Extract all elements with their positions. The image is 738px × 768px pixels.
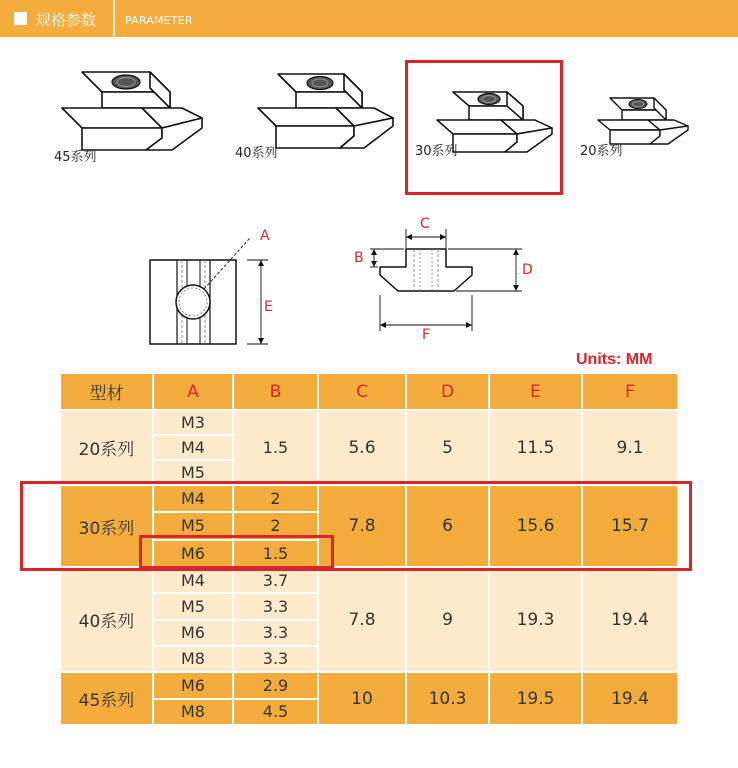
- label-b: B: [354, 250, 364, 266]
- label-d: D: [522, 262, 533, 278]
- c-value-cell: 5.6: [319, 411, 405, 484]
- top-view-drawing: [140, 228, 280, 348]
- table-header-0: 型材: [61, 374, 152, 409]
- product-label-45: 45系列: [54, 150, 97, 165]
- b-value-cell: 3.3: [234, 594, 317, 618]
- product-45: [54, 66, 202, 166]
- series-cell: 40系列: [61, 568, 152, 671]
- b-value-cell: 2: [234, 513, 317, 538]
- side-view-drawing: [350, 215, 540, 345]
- f-value-cell: 19.4: [583, 673, 677, 724]
- square-icon: [14, 12, 27, 25]
- d-value-cell: 9: [407, 568, 488, 671]
- product-label-20: 20系列: [580, 144, 623, 159]
- d-value-cell: 5: [407, 411, 488, 484]
- b-value-cell: 2.9: [234, 673, 317, 698]
- table-header-3: C: [319, 374, 405, 409]
- series-cell: 20系列: [61, 411, 152, 484]
- b-value-cell: 3.3: [234, 621, 317, 645]
- c-value-cell: 7.8: [319, 568, 405, 671]
- tnut-40-icon: [258, 70, 393, 165]
- thread-cell: M4: [154, 568, 232, 592]
- units-label: Units: MM: [576, 351, 653, 368]
- label-c: C: [420, 216, 430, 232]
- c-value-cell: 7.8: [319, 486, 405, 566]
- thread-cell: M5: [154, 461, 232, 484]
- label-a: A: [260, 228, 270, 244]
- thread-cell: M5: [154, 513, 232, 538]
- top-view-diagram: [140, 228, 280, 348]
- label-e: E: [264, 299, 273, 315]
- thread-cell: M8: [154, 700, 232, 725]
- thread-cell: M6: [154, 541, 232, 566]
- c-value-cell: 10: [319, 673, 405, 724]
- thread-cell: M4: [154, 486, 232, 511]
- header-divider: [113, 0, 115, 37]
- b-value-cell: 3.7: [234, 568, 317, 592]
- b-value-cell: 2: [234, 486, 317, 511]
- thread-cell: M3: [154, 411, 232, 434]
- page-subtitle: PARAMETER: [125, 14, 193, 27]
- b-value-cell: 1.5: [234, 411, 317, 484]
- e-value-cell: 19.3: [490, 568, 581, 671]
- label-f: F: [422, 327, 431, 343]
- b-value-cell: 1.5: [234, 541, 317, 566]
- e-value-cell: 15.6: [490, 486, 581, 566]
- product-40: [235, 70, 393, 165]
- header-bar: [0, 0, 738, 37]
- e-value-cell: 19.5: [490, 673, 581, 724]
- product-label-30: 30系列: [415, 144, 458, 159]
- e-value-cell: 11.5: [490, 411, 581, 484]
- page-title: 规格参数: [36, 11, 97, 29]
- d-value-cell: 10.3: [407, 673, 488, 724]
- product-label-40: 40系列: [235, 146, 278, 161]
- b-value-cell: 3.3: [234, 647, 317, 671]
- d-value-cell: 6: [407, 486, 488, 566]
- thread-cell: M5: [154, 594, 232, 618]
- thread-cell: M8: [154, 647, 232, 671]
- table-header-5: E: [490, 374, 581, 409]
- f-value-cell: 19.4: [583, 568, 677, 671]
- spec-table: [60, 373, 678, 722]
- b-value-cell: 4.5: [234, 700, 317, 725]
- table-header-1: A: [154, 374, 232, 409]
- table-header-2: B: [234, 374, 317, 409]
- series-cell: 30系列: [61, 486, 152, 566]
- table-header-6: F: [583, 374, 677, 409]
- f-value-cell: 15.7: [583, 486, 677, 566]
- product-20: [580, 96, 688, 159]
- f-value-cell: 9.1: [583, 411, 677, 484]
- thread-cell: M4: [154, 436, 232, 459]
- series-cell: 45系列: [61, 673, 152, 724]
- side-view-diagram: [350, 215, 540, 345]
- thread-cell: M6: [154, 621, 232, 645]
- table-header-4: D: [407, 374, 488, 409]
- selected-product-highlight: [405, 60, 563, 195]
- thread-cell: M6: [154, 673, 232, 698]
